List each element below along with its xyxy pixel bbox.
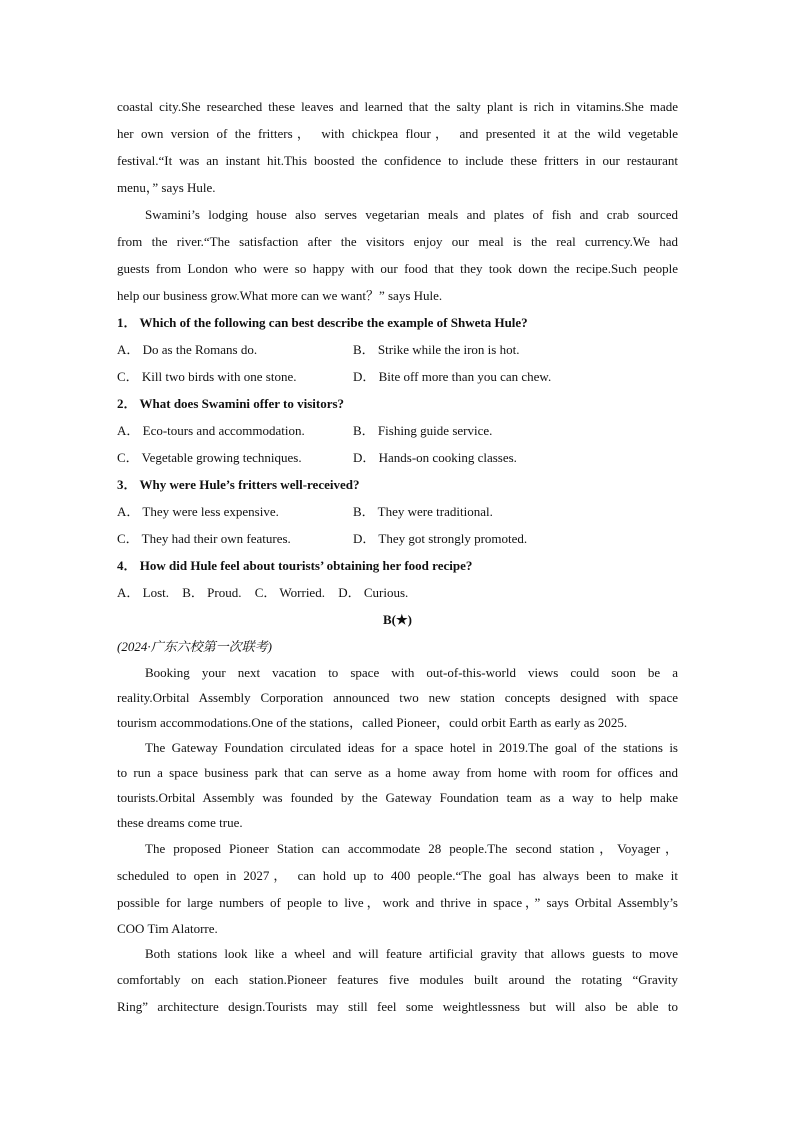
option-c: C． Kill two birds with one stone. <box>117 369 297 384</box>
section-title: B(★) <box>383 612 412 627</box>
text-line: comfortably on each station.Pioneer features five modules built around the rotating “Gravity <box>117 972 678 987</box>
question-stem: 3． Why were Hule’s fritters well-received? <box>117 477 360 492</box>
option-d: D． Bite off more than you can chew. <box>353 369 552 384</box>
option-row <box>117 363 678 390</box>
text-line: Booking your next vacation to space with out-of-this-world views could soon be a <box>145 665 678 680</box>
option-b: B． Strike while the iron is hot. <box>353 342 520 357</box>
text-line: The Gateway Foundation circulated ideas for a space hotel in 2019.The goal of the stations is <box>145 740 678 755</box>
option-row <box>117 498 678 525</box>
passage-paragraph <box>117 735 678 835</box>
option-b: B． Proud. <box>182 585 242 600</box>
question-stem: 1． Which of the following can best describe the example of Shweta Hule? <box>117 315 528 330</box>
text-line: her own version of the fritters， with chickpea flour， and presented it at the wild vegetable <box>117 126 678 141</box>
option-row <box>117 336 678 363</box>
passage-paragraph <box>117 201 678 309</box>
option-c: C． Vegetable growing techniques. <box>117 450 302 465</box>
option-row <box>117 525 678 552</box>
text-line: Swamini’s lodging house also serves vegetarian meals and plates of fish and crab sourced <box>145 207 678 222</box>
page-content <box>117 93 678 1020</box>
option-a: A． Do as the Romans do. <box>117 342 258 357</box>
option-a: A． Eco-tours and accommodation. <box>117 423 305 438</box>
option-d: D． Hands-on cooking classes. <box>353 450 517 465</box>
question-block <box>117 552 678 606</box>
text-line: COO Tim Alatorre. <box>117 921 218 936</box>
text-line: help our business grow.What more can we want？” says Hule. <box>117 288 443 303</box>
text-line: Ring” architecture design.Tourists may still feel some weightlessness but will also be able to <box>117 999 678 1014</box>
text-line: scheduled to open in 2027， can hold up to 400 people.“The goal has always been to make it <box>117 868 678 883</box>
option-a: A． They were less expensive. <box>117 504 279 519</box>
text-line: these dreams come true. <box>117 815 243 830</box>
option-d: D． They got strongly promoted. <box>353 531 528 546</box>
question-block <box>117 309 678 390</box>
option-row <box>117 444 678 471</box>
text-line: possible for large numbers of people to live，work and thrive in space，” says Orbital Assembly’s <box>117 895 678 910</box>
text-line: festival.“It was an instant hit.This boosted the confidence to include these fritters in our restaurant <box>117 153 678 168</box>
passage-paragraph <box>117 660 678 735</box>
passage-paragraph <box>117 835 678 941</box>
question-stem: 4． How did Hule feel about tourists’ obtaining her food recipe? <box>117 558 473 573</box>
question-block <box>117 390 678 471</box>
text-line: tourism accommodations.One of the stations，called Pioneer，could orbit Earth as early as 2025. <box>117 715 628 730</box>
option-b: B． Fishing guide service. <box>353 423 493 438</box>
text-line: coastal city.She researched these leaves and learned that the salty plant is rich in vitamins.She made <box>117 99 678 114</box>
option-b: B． They were traditional. <box>353 504 493 519</box>
option-c: C． Worried. <box>254 585 325 600</box>
text-line: menu，” says Hule. <box>117 180 216 195</box>
text-line: from the river.“The satisfaction after the visitors enjoy our meal is the real currency.We had <box>117 234 678 249</box>
passage-paragraph <box>117 93 678 201</box>
option-row <box>117 417 678 444</box>
option-c: C． They had their own features. <box>117 531 291 546</box>
passage-paragraph <box>117 941 678 1020</box>
text-line: Both stations look like a wheel and will feature artificial gravity that allows guests to move <box>145 946 678 961</box>
text-line: to run a space business park that can serve as a home away from home with room for offices and <box>117 765 678 780</box>
question-stem: 2． What does Swamini offer to visitors? <box>117 396 345 411</box>
question-block <box>117 471 678 552</box>
text-line: reality.Orbital Assembly Corporation announced two new station concepts designed with space <box>117 690 678 705</box>
text-line: guests from London who were so happy with our food that they took down the recipe.Such people <box>117 261 678 276</box>
text-line: The proposed Pioneer Station can accommodate 28 people.The second station，Voyager， <box>145 841 678 856</box>
option-row <box>117 579 678 606</box>
source-note: (2024·广东六校第一次联考) <box>117 639 272 654</box>
option-d: D． Curious. <box>338 585 409 600</box>
text-line: tourists.Orbital Assembly was founded by the Gateway Foundation team as a way to help make <box>117 790 678 805</box>
option-a: A． Lost. <box>117 585 170 600</box>
